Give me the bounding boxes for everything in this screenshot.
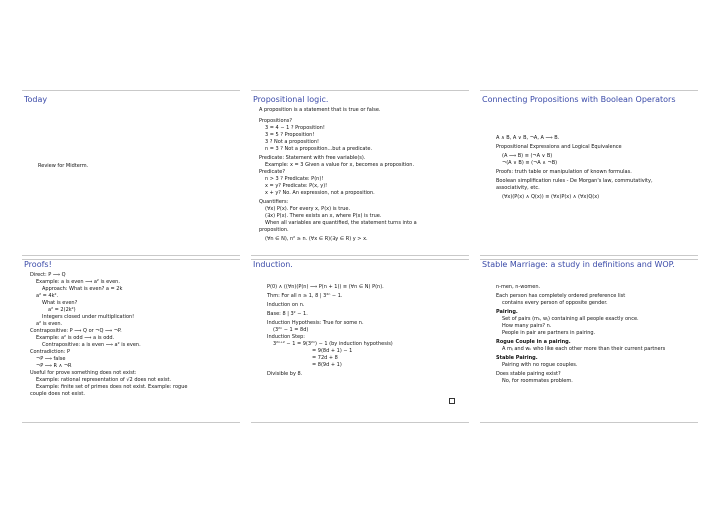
slide-title: Connecting Propositions with Boolean Operators: [482, 95, 676, 104]
text-line: A ∧ B, A ∨ B, ¬A, A ⟹ B.: [496, 135, 560, 141]
text-line: Contradiction: P: [30, 349, 70, 355]
slide-title: Proofs!: [24, 260, 52, 269]
text-line: a² is even.: [36, 321, 63, 327]
text-line: couple does not exist.: [30, 391, 85, 397]
text-line: A proposition is a statement that is true or false.: [259, 107, 381, 113]
text-line: How many pairs? n.: [502, 323, 552, 329]
text-line: When all variables are quantified, the statement turns into a: [265, 220, 417, 226]
text-line: Pairing with no rogue couples.: [502, 362, 578, 368]
text-line: 3 = 5 ? Proposition!: [265, 132, 315, 138]
text-line: (∃x) P(x). There exists an x, where P(x) is true.: [265, 213, 382, 219]
text-line: No, for roommates problem.: [502, 378, 573, 384]
text-line: (3²ⁿ − 1 = 8d): [273, 327, 309, 333]
text-line: Pairing.: [496, 309, 518, 315]
slide-title: Today: [24, 95, 48, 104]
slide-induction: [251, 255, 469, 423]
text-line: Base: 8 | 3² − 1.: [267, 311, 308, 317]
text-line: Rogue Couple in a pairing.: [496, 339, 571, 345]
slide-title: Stable Marriage: a study in definitions and WOP.: [482, 260, 675, 269]
text-line: Integers closed under multiplication!: [42, 314, 135, 320]
text-line: ¬P ⟹ false: [36, 356, 66, 362]
text-line: = 72d + 8: [312, 355, 338, 361]
text-line: = 8(9d + 1): [312, 362, 342, 368]
text-line: Quantifiers:: [259, 199, 289, 205]
text-line: n = 3 ? Not a proposition...but a predicate.: [265, 146, 373, 152]
text-line: Each person has completely ordered preference list: [496, 293, 626, 299]
slide-title: Induction.: [253, 260, 293, 269]
text-line: What is even?: [42, 300, 78, 306]
text-line: Propositional Expressions and Logical Equivalence: [496, 144, 622, 150]
text-line: Contrapositive: P ⟹ Q or ¬Q ⟹ ¬P.: [30, 328, 122, 334]
slide-text: Review for Midterm.: [38, 163, 89, 169]
text-line: Set of pairs (mᵢ, wⱼ) containing all people exactly once.: [502, 316, 639, 322]
text-line: (A ⟹ B) ≡ (¬A ∨ B): [502, 153, 553, 159]
text-line: contains every person of opposite gender.: [502, 300, 608, 306]
text-line: a² = 4k².: [36, 293, 59, 299]
slide-today: [22, 90, 240, 260]
text-line: Example: rational representation of √2 does not exist.: [36, 377, 172, 383]
text-line: a² = 2(2k²): [48, 307, 76, 313]
text-line: Stable Pairing.: [496, 355, 538, 361]
text-line: x = y? Predicate: P(x, y)!: [265, 183, 328, 189]
text-line: associativity, etc.: [496, 185, 540, 191]
text-line: Thm: For all n ≥ 1, 8 | 3²ⁿ − 1.: [267, 293, 343, 299]
text-line: x + y? No. An expression, not a proposition.: [265, 190, 375, 196]
text-line: Induction Step:: [267, 334, 305, 340]
text-line: Propositions?: [259, 118, 292, 124]
text-line: (∀n ∈ N), n² ≥ n. (∀x ∈ R)(∃y ∈ R) y > x.: [265, 236, 368, 242]
text-line: 3²ⁿ⁺² − 1 = 9(3²ⁿ) − 1 (by induction hypothesis): [273, 341, 393, 347]
text-line: Divisible by 8.: [267, 371, 303, 377]
text-line: (∀x)(P(x) ∧ Q(x)) ≡ (∀x)P(x) ∧ (∀x)Q(x): [502, 194, 600, 200]
slide-title: Propositional logic.: [253, 95, 329, 104]
text-line: A mⱼ and wₖ who like each other more than their current partners: [502, 346, 666, 352]
text-line: 3 ? Not a proposition!: [265, 139, 320, 145]
slide-stable-marriage: [480, 255, 698, 423]
text-line: P(0) ∧ ((∀n)(P(n) ⟹ P(n + 1)) ≡ (∀n ∈ N) P(n).: [267, 284, 384, 290]
text-line: Induction Hypothesis: True for some n.: [267, 320, 364, 326]
text-line: proposition.: [259, 227, 289, 233]
text-line: Example: x = 3 Given a value for x, becomes a proposition.: [265, 162, 415, 168]
text-line: Does stable pairing exist?: [496, 371, 561, 377]
slide-propositional-logic: [251, 90, 469, 260]
text-line: ¬P ⟹ R ∧ ¬R: [36, 363, 72, 369]
text-line: n > 3 ? Predicate: P(n)!: [265, 176, 324, 182]
text-line: People in pair are partners in pairing.: [502, 330, 596, 336]
text-line: Proofs: truth table or manipulation of known formulas.: [496, 169, 632, 175]
text-line: Useful for prove something does not exist:: [30, 370, 137, 376]
text-line: ¬(A ∨ B) ≡ (¬A ∧ ¬B): [502, 160, 558, 166]
text-line: Predicate?: [259, 169, 286, 175]
qed-box-icon: [449, 398, 455, 404]
text-line: Induction on n.: [267, 302, 305, 308]
text-line: (∀x) P(x). For every x, P(x) is true.: [265, 206, 351, 212]
text-line: Direct: P ⟹ Q: [30, 272, 66, 278]
text-line: Example: finite set of primes does not exist. Example: rogue: [36, 384, 188, 390]
text-line: Boolean simplification rules - De Morgan's law, commutativity,: [496, 178, 653, 184]
text-line: 3 = 4 − 1 ? Proposition!: [265, 125, 325, 131]
slide-connecting-propositions: [480, 90, 698, 260]
text-line: Contrapositive: a is even ⟹ a² is even.: [42, 342, 141, 348]
text-line: n-men, n-women.: [496, 284, 541, 290]
text-line: = 9(8d + 1) − 1: [312, 348, 353, 354]
text-line: Predicate: Statement with free variable(s).: [259, 155, 366, 161]
text-line: Example: a is even ⟹ a² is even.: [36, 279, 120, 285]
text-line: Example: a² is odd ⟹ a is odd.: [36, 335, 115, 341]
text-line: Approach: What is even? a = 2k: [42, 286, 123, 292]
slide-proofs: [22, 255, 240, 423]
